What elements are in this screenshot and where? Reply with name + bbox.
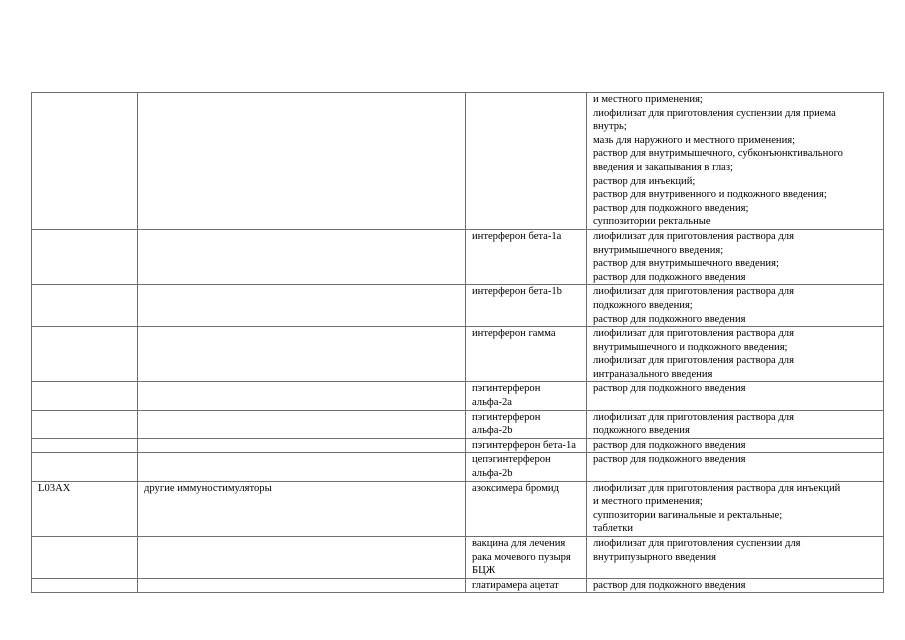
- drug-name-cell-text: интерферон гамма: [472, 328, 556, 340]
- drug-name-cell-text: вакцина для лечения рака мочевого пузыря БЦЖ: [472, 538, 571, 577]
- atc-code-cell: [32, 382, 138, 410]
- atc-code-cell: [32, 453, 138, 481]
- atc-code-cell: [32, 481, 138, 536]
- dosage-form-line: раствор для подкожного введения: [593, 579, 746, 591]
- atc-group-cell: [138, 481, 466, 536]
- table-row: [32, 578, 884, 593]
- dosage-forms-cell: [587, 410, 884, 438]
- dosage-form-line: лиофилизат для приготовления раствора для: [593, 286, 794, 298]
- drug-name-cell: [466, 93, 587, 230]
- dosage-form-line: раствор для подкожного введения: [593, 454, 746, 466]
- atc-group-cell: [138, 438, 466, 453]
- drug-name-cell: [466, 410, 587, 438]
- dosage-form-line: лиофилизат для приготовления суспензии для: [593, 538, 801, 549]
- atc-group-cell: [138, 578, 466, 593]
- dosage-form-line: раствор для подкожного введения: [593, 271, 746, 283]
- dosage-form-line: подкожного введения;: [593, 299, 693, 311]
- table-row: [32, 481, 884, 536]
- dosage-form-line: подкожного введения: [593, 425, 690, 437]
- dosage-form-line: внутрь;: [593, 121, 627, 133]
- drug-name-cell: [466, 537, 587, 579]
- drug-name-cell: [466, 229, 587, 284]
- dosage-forms-cell: [587, 537, 884, 579]
- atc-group-cell: [138, 93, 466, 230]
- dosage-form-line: раствор для подкожного введения: [593, 313, 746, 325]
- dosage-form-line: внутримышечного введения;: [593, 244, 724, 256]
- atc-group-cell: [138, 285, 466, 327]
- table-row: [32, 410, 884, 438]
- dosage-form-line: раствор для подкожного введения: [593, 383, 746, 395]
- dosage-form-line: раствор для внутримышечного введения;: [593, 258, 779, 270]
- dosage-form-line: раствор для подкожного введения;: [593, 202, 749, 214]
- dosage-form-line: интраназального введения: [593, 368, 713, 380]
- dosage-form-line: лиофилизат для приготовления раствора для: [593, 411, 794, 423]
- dosage-forms-cell: [587, 438, 884, 453]
- drug-name-cell-text: пэгинтерферон альфа-2a: [472, 383, 541, 409]
- atc-code-cell: [32, 438, 138, 453]
- atc-code-cell-text: L03AX: [38, 482, 71, 494]
- drug-name-cell: [466, 481, 587, 536]
- dosage-form-line: внутрипузырного введения: [593, 551, 717, 563]
- drug-name-cell: [466, 382, 587, 410]
- dosage-form-line: лиофилизат для приготовления раствора для: [593, 230, 794, 242]
- atc-code-cell: [32, 93, 138, 230]
- atc-group-cell: [138, 410, 466, 438]
- atc-code-cell: [32, 410, 138, 438]
- dosage-form-line: раствор для инъекций;: [593, 175, 696, 187]
- table-row: [32, 453, 884, 481]
- atc-group-cell: [138, 537, 466, 579]
- drug-name-cell-text: глатирамера ацетат: [472, 579, 559, 591]
- atc-code-cell: [32, 229, 138, 284]
- drug-name-cell-text: азоксимера бромид: [472, 482, 559, 494]
- drug-name-cell: [466, 327, 587, 382]
- drug-name-cell-text: интерферон бета-1b: [472, 286, 562, 298]
- table-body: [32, 93, 884, 593]
- dosage-forms-cell: [587, 327, 884, 382]
- dosage-forms-cell: [587, 93, 884, 230]
- dosage-form-line: и местного применения;: [593, 94, 703, 105]
- atc-code-cell: [32, 578, 138, 593]
- drug-name-cell-text: пэгинтерферон альфа-2b: [472, 411, 541, 437]
- atc-group-cell: [138, 382, 466, 410]
- table-row: [32, 537, 884, 579]
- dosage-form-line: раствор для внутримышечного, субконъюнктивального: [593, 148, 843, 160]
- drug-name-cell: [466, 285, 587, 327]
- dosage-form-line: лиофилизат для приготовления раствора для: [593, 328, 794, 340]
- table-row: [32, 382, 884, 410]
- table-row: [32, 93, 884, 230]
- dosage-form-line: таблетки: [593, 523, 634, 535]
- dosage-forms-cell: [587, 578, 884, 593]
- drug-name-cell-text: интерферон бета-1a: [472, 230, 562, 242]
- dosage-form-line: лиофилизат для приготовления раствора для: [593, 355, 794, 367]
- atc-group-cell: [138, 453, 466, 481]
- drug-name-cell: [466, 578, 587, 593]
- drug-name-cell: [466, 453, 587, 481]
- drug-name-cell-text: цепэгинтерферон альфа-2b: [472, 454, 551, 480]
- table-row: [32, 229, 884, 284]
- atc-code-cell: [32, 537, 138, 579]
- dosage-form-line: раствор для внутривенного и подкожного введения;: [593, 189, 827, 201]
- dosage-form-line: лиофилизат для приготовления раствора для инъекций: [593, 482, 841, 494]
- table-row: [32, 327, 884, 382]
- atc-group-cell: [138, 229, 466, 284]
- dosage-form-line: суппозитории ректальные: [593, 216, 711, 228]
- dosage-form-line: лиофилизат для приготовления суспензии для приема: [593, 107, 836, 119]
- dosage-form-line: введения и закапывания в глаз;: [593, 161, 733, 173]
- drug-name-cell-text: пэгинтерферон бета-1a: [472, 439, 576, 451]
- dosage-form-line: внутримышечного и подкожного введения;: [593, 341, 788, 353]
- dosage-form-line: суппозитории вагинальные и ректальные;: [593, 509, 783, 521]
- dosage-form-line: раствор для подкожного введения: [593, 439, 746, 451]
- dosage-forms-cell: [587, 229, 884, 284]
- dosage-forms-cell: [587, 382, 884, 410]
- drug-table: [31, 92, 884, 593]
- atc-code-cell: [32, 327, 138, 382]
- dosage-forms-cell: [587, 453, 884, 481]
- atc-code-cell: [32, 285, 138, 327]
- drug-name-cell: [466, 438, 587, 453]
- dosage-forms-cell: [587, 285, 884, 327]
- table-row: [32, 438, 884, 453]
- dosage-forms-cell: [587, 481, 884, 536]
- atc-group-cell-text: другие иммуностимуляторы: [144, 482, 272, 494]
- atc-group-cell: [138, 327, 466, 382]
- dosage-form-line: и местного применения;: [593, 496, 703, 508]
- dosage-form-line: мазь для наружного и местного применения;: [593, 134, 796, 146]
- table-row: [32, 285, 884, 327]
